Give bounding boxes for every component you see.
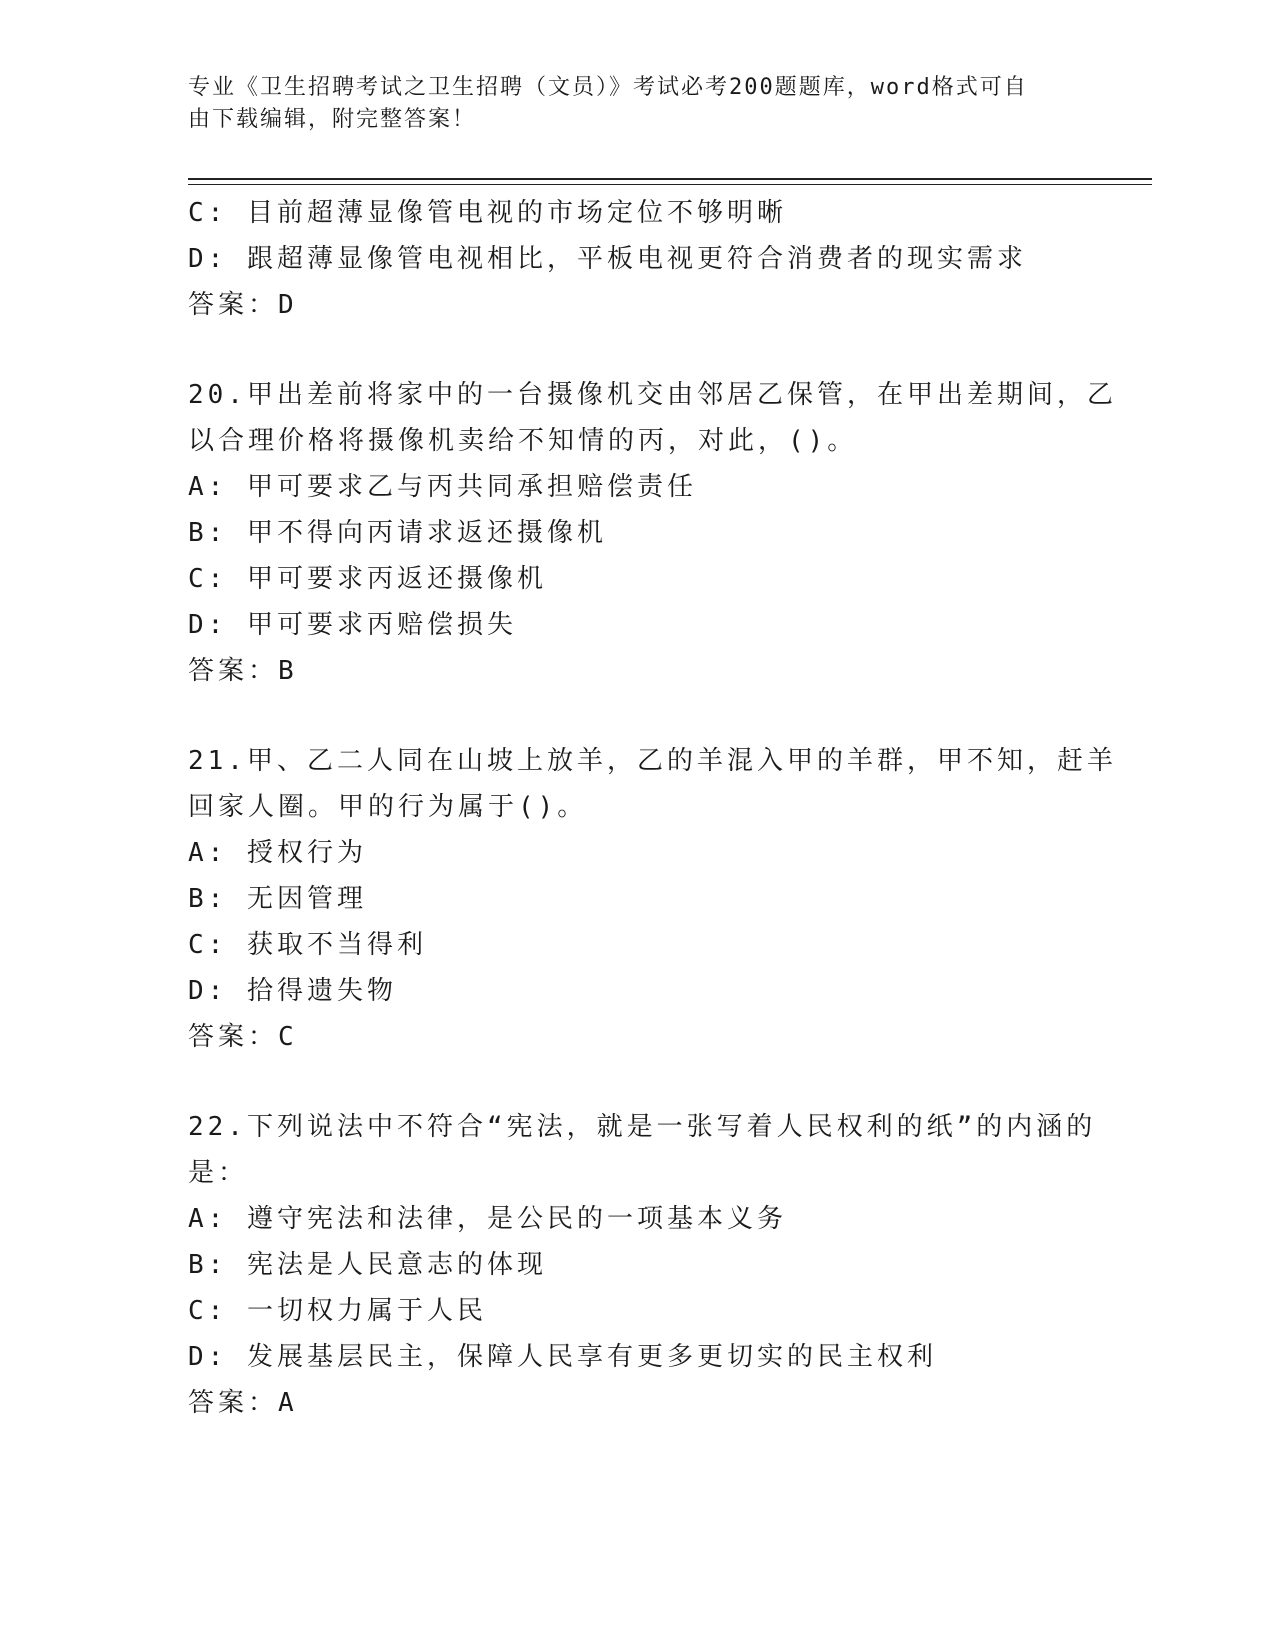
option-b: B: 宪法是人民意志的体现	[188, 1250, 547, 1280]
question-content	[188, 190, 1117, 1426]
option-a: A: 甲可要求乙与丙共同承担赔偿责任	[188, 472, 697, 502]
question-stem-line-2: 是：	[188, 1158, 249, 1188]
header-rule-thin	[188, 184, 1152, 185]
answer-line: 答案：C	[188, 1022, 298, 1052]
option-d: D: 发展基层民主，保障人民享有更多更切实的民主权利	[188, 1342, 937, 1372]
question-21	[188, 738, 1117, 1060]
header-rule-thick	[188, 178, 1152, 180]
question-stem-line-1: 20.甲出差前将家中的一台摄像机交由邻居乙保管，在甲出差期间，乙	[188, 380, 1117, 410]
option-c: C: 获取不当得利	[188, 930, 427, 960]
spacer	[188, 694, 1088, 738]
question-20	[188, 372, 1117, 694]
option-a: A: 遵守宪法和法律，是公民的一项基本义务	[188, 1204, 787, 1234]
option-d: D: 跟超薄显像管电视相比，平板电视更符合消费者的现实需求	[188, 244, 1027, 274]
answer-line: 答案：D	[188, 290, 298, 320]
option-d: D: 甲可要求丙赔偿损失	[188, 610, 517, 640]
header-line-1: 专业《卫生招聘考试之卫生招聘（文员）》考试必考200题题库，word格式可自	[188, 75, 1028, 100]
option-c: C: 一切权力属于人民	[188, 1296, 487, 1326]
option-c: C: 目前超薄显像管电视的市场定位不够明晰	[188, 198, 787, 228]
previous-question-tail	[188, 190, 1088, 328]
page-header	[188, 72, 1068, 136]
question-stem-line-1: 21.甲、乙二人同在山坡上放羊，乙的羊混入甲的羊群，甲不知，赶羊	[188, 746, 1117, 776]
answer-line: 答案：A	[188, 1388, 298, 1418]
option-c: C: 甲可要求丙返还摄像机	[188, 564, 547, 594]
spacer	[188, 1060, 1088, 1104]
question-stem-line-2: 回家人圈。甲的行为属于()。	[188, 792, 588, 822]
question-stem-line-1: 22.下列说法中不符合“宪法，就是一张写着人民权利的纸”的内涵的	[188, 1112, 1097, 1142]
option-d: D: 拾得遗失物	[188, 976, 397, 1006]
option-b: B: 甲不得向丙请求返还摄像机	[188, 518, 607, 548]
question-stem-line-2: 以合理价格将摄像机卖给不知情的丙，对此，()。	[188, 426, 858, 456]
spacer	[188, 328, 1088, 372]
question-22	[188, 1104, 1097, 1426]
option-a: A: 授权行为	[188, 838, 367, 868]
header-line-2: 由下载编辑，附完整答案！	[188, 107, 477, 132]
answer-line: 答案：B	[188, 656, 298, 686]
option-b: B: 无因管理	[188, 884, 367, 914]
